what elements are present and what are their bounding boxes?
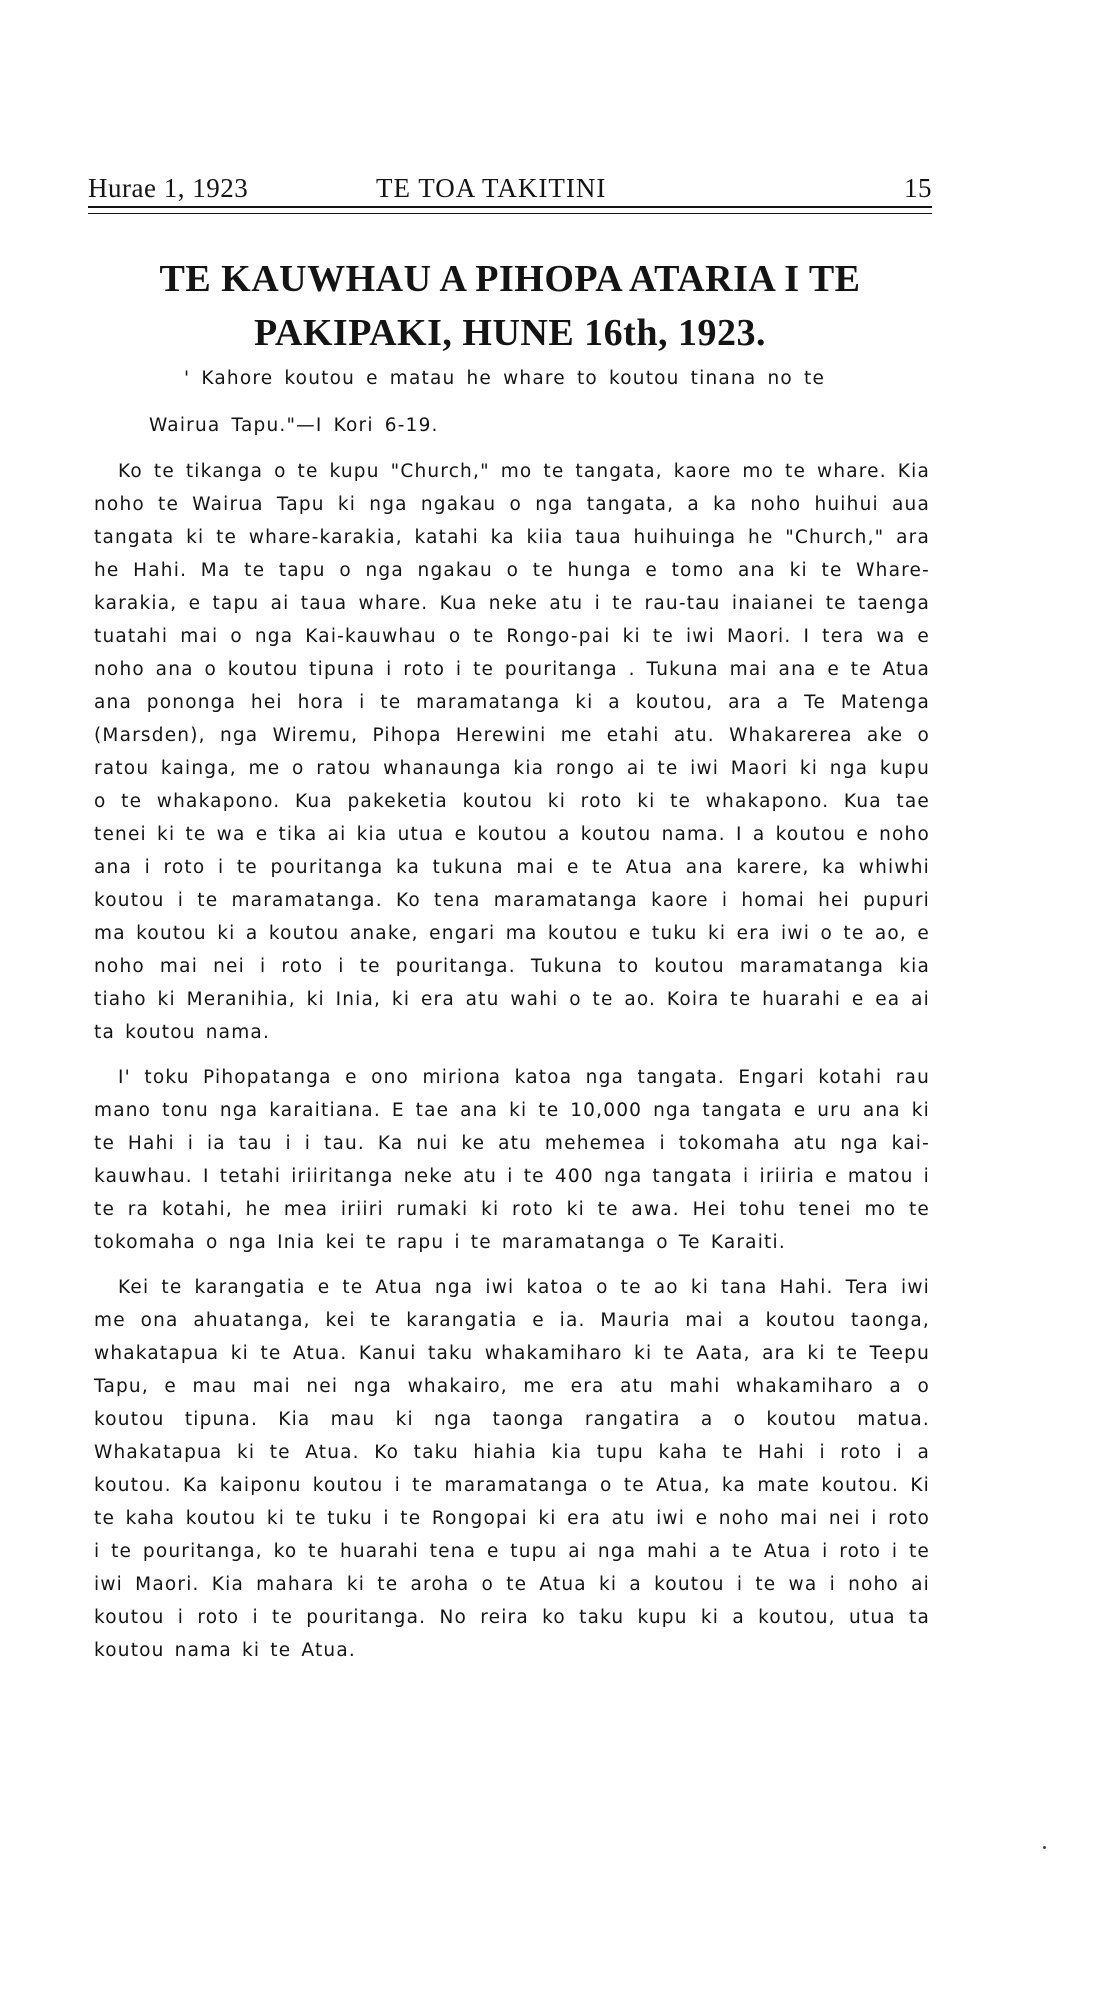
header-rule-thin [88,213,932,214]
paragraph-3: Kei te karangatia e te Atua nga iwi katoa o te ao ki tana Hahi. Tera iwi me ona ahuatanga, kei te karangatia e ia. Mauria mai a koutou taonga, whakatapua ki te Atua. Kanui taku whakamiharo ki te Aata, ara ki te Teepu Tapu, e mau mai nei nga whakairo, me era atu mahi whakamiharo a o koutou tipuna. Kia mau ki nga taonga rangatira a o koutou matua. Whakatapua ki te Atua. Ko taku hiahia kia tupu kaha te Hahi i roto i a koutou. Ka kaiponu koutou i te maramatanga o te Atua, ka mate koutou. Ki te kaha koutou ki te tuku i te Rongopai ki era atu iwi e noho mai nei i roto i te pouritanga, ko te huarahi tena e tupu ai nga mahi a te Atua i roto i te iwi Maori. Kia mahara ki te aroha o te Atua ki a koutou i te wa i noho ai koutou i roto i te pouritanga. No reira ko taku kupu ki a koutou, utua ta koutou nama ki te Atua. [94,1277,930,1661]
paragraph-1: Ko te tikanga o te kupu "Church," mo te tangata, kaore mo te whare. Kia noho te Wairua Tapu ki nga ngakau o nga tangata, a ka noho huihui aua tangata ki te whare-karakia, katahi ka kiia taua huihuinga he "Church," ara he Hahi. Ma te tapu o nga ngakau o te hunga e tomo ana ki te Whare-karakia, e tapu ai taua whare. Kua neke atu i te rau-tau inaianei te taenga tuatahi mai o nga Kai-kauwhau o te Rongo-pai ki te iwi Maori. I tera wa e noho ana o koutou tipuna i roto i te pouritanga . Tukuna mai ana e te Atua ana pononga hei hora i te maramatanga ki a koutou, ara a Te Matenga (Marsden), nga Wiremu, Pihopa Herewini me etahi atu. Whakarerea ake o ratou kainga, me o ratou whanaunga kia rongo ai te iwi Maori ki nga kupu o te whakapono. Kua pakeketia koutou ki roto ki te whakapono. Kua tae tenei ki te wa e tika ai kia utua e koutou a koutou nama. I a koutou e noho ana i roto i te pouritanga ka tukuna mai e te Atua ana karere, ka whiwhi koutou i te maramatanga. Ko tena maramatanga kaore i homai hei pupuri ma koutou ki a koutou anake, engari ma koutou e tuku ki era iwi o te ao, e noho mai nei i roto i te pouritanga. Tukuna to koutou maramatanga kia tiaho ki Meranihia, ki Inia, ki era atu wahi o te ao. Koira te huarahi e ea ai ta koutou nama. [94,461,930,1043]
epigraph-line-1: ' Kahore koutou e matau he whare to koutou tinana no te [184,368,826,389]
paragraph-2: I' toku Pihopatanga e ono miriona katoa nga tangata. Engari kotahi rau mano tonu nga karaitiana. E tae ana ki te 10,000 nga tangata e uru ana ki te Hahi i ia tau i i tau. Ka nui ke atu mehemea i tokomaha atu nga kai-kauwhau. I tetahi iriiritanga neke atu i te 400 nga tangata i iriiria e matou i te ra kotahi, he mea iriiri rumaki ki roto ki te awa. Hei tohu tenei mo te tokomaha o nga Inia kei te rapu i te maramatanga o Te Karaiti. [94,1067,930,1253]
article-title: TE KAUWHAU A PIHOPA ATARIA I TE PAKIPAKI, HUNE 16th, 1923. [159,258,861,354]
epigraph [92,362,922,443]
print-speck [1043,1846,1046,1849]
issue-date: Hurae 1, 1923 [88,173,249,203]
publication-title: TE TOA TAKITINI [376,173,607,203]
epigraph-line-2: Wairua Tapu."—I Kori 6-19. [149,415,439,436]
page-number: 15 [904,173,932,203]
running-head [88,170,932,206]
article-body [94,455,930,1679]
header-rule-thick [88,206,932,208]
